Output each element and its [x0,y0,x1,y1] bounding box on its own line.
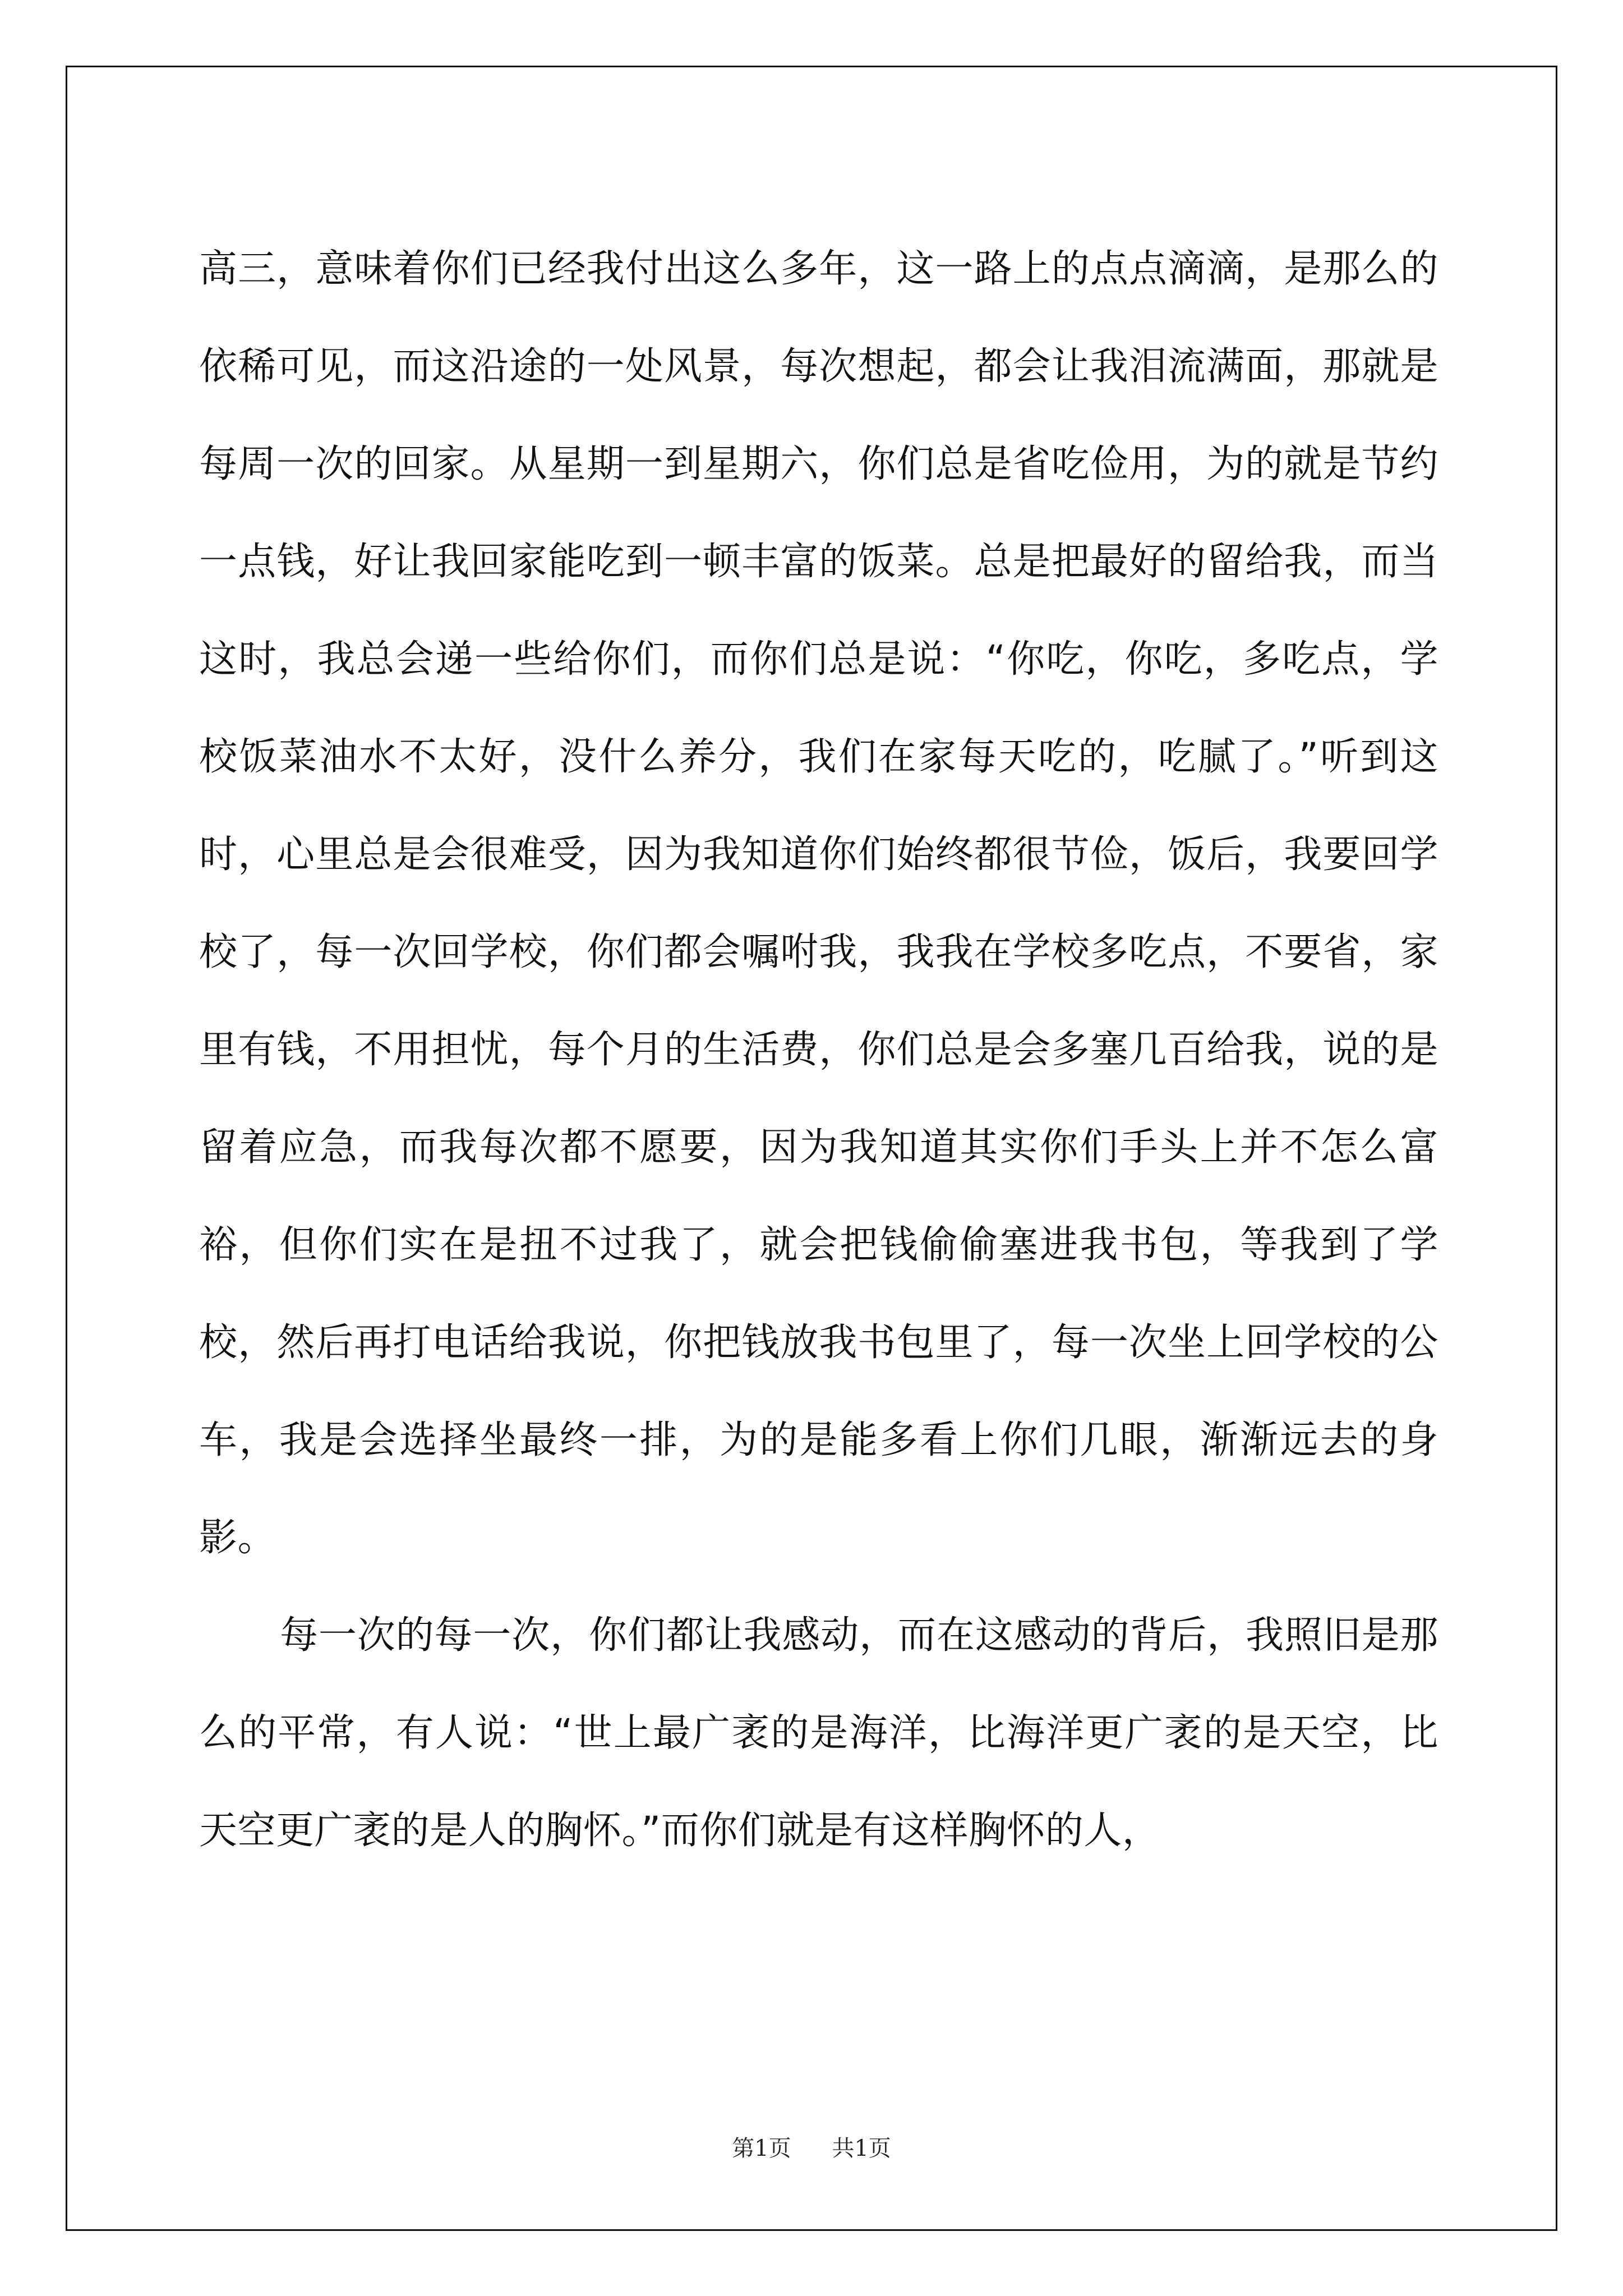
page-total: 共1页 [832,2136,891,2161]
paragraph-2: 每一次的每一次，你们都让我感动，而在这感动的背后，我照旧是那么的平常，有人说：“世上最广袤的是海洋，比海洋更广袤的是天空，比天空更广袤的是人的胸怀。”而你们就是有这样胸怀的人， [199,1613,1438,1853]
document-body [199,220,1438,1880]
page-number: 第1页 [732,2136,791,2161]
paragraph-1: 高三，意味着你们已经我付出这么多年，这一路上的点点滴滴，是那么的依稀可见，而这沿途的一处风景，每次想起，都会让我泪流满面，那就是每周一次的回家。从星期一到星期六，你们总是省吃俭用，为的就是节约一点钱，好让我回家能吃到一顿丰富的饭菜。总是把最好的留给我，而当这时，我总会递一些给你们，而你们总是说：“你吃，你吃，多吃点，学校饭菜油水不太好，没什么养分，我们在家每天吃的，吃腻了。”听到这时，心里总是会很难受，因为我知道你们始终都很节俭，饭后，我要回学校了，每一次回学校，你们都会嘱咐我，我我在学校多吃点，不要省，家里有钱，不用担忧，每个月的生活费，你们总是会多塞几百给我，说的是留着应急，而我每次都不愿要，因为我知道其实你们手头上并不怎么富裕，但你们实在是扭不过我了，就会把钱偷偷塞进我书包，等我到了学校，然后再打电话给我说，你把钱放我书包里了，每一次坐上回学校的公车，我是会选择坐最终一排，为的是能多看上你们几眼，渐渐远去的身影。 [199,247,1438,1560]
page-footer [0,2132,1623,2165]
